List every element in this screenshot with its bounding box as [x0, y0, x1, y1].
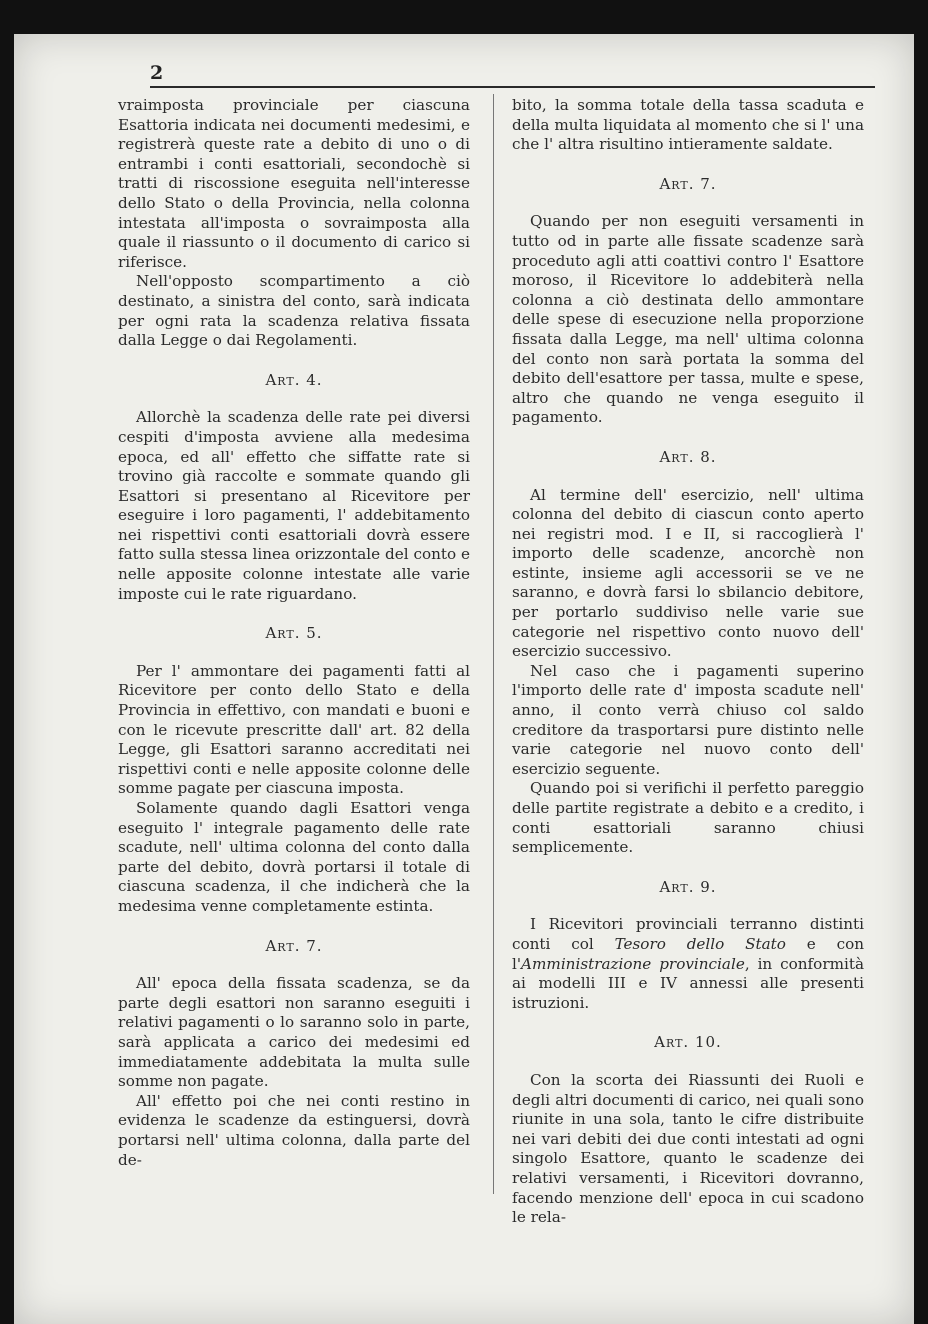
paragraph: vraimposta provinciale per ciascuna Esattoria indicata nei documenti medesimi, e registrerà queste rate a debito di uno o di entrambi i conti esattoriali, secondochè si tratti di riscossione eseguita nell'interesse dello Stato o della Provincia, nella colonna intestata all'imposta o sovraimposta alla quale il riassunto o il documento di carico si riferisce.: [118, 96, 470, 271]
article-heading: Art. 9.: [659, 877, 717, 896]
paragraph: Al termine dell' esercizio, nell' ultima colonna del debito di ciascun conto aperto nei registri mod. I e II, si raccoglierà l' importo delle scadenze, ancorchè non estinte, insieme agli accessorii se ve ne saranno, e dovrà farsi lo sbilancio debitore, per portarlo suddiviso nelle varie sue categorie nel rispettivo conto nuovo dell' esercizio successivo.: [512, 485, 864, 661]
article-heading: Art. 7.: [659, 174, 717, 193]
right-column: [512, 96, 864, 1228]
page-number: 2: [150, 62, 164, 84]
text-span: , in conformità ai modelli III e IV annessi alle presenti istruzioni.: [512, 954, 864, 1012]
article-heading: Art. 8.: [659, 447, 717, 466]
article-heading: Art. 4.: [265, 370, 323, 389]
column-divider: [493, 94, 494, 1194]
paragraph: Per l' ammontare dei pagamenti fatti al Ricevitore per conto dello Stato e della Provincia in effettivo, con mandati e buoni e con le ricevute prescritte dall' art. 82 della Legge, gli Esattori saranno accreditati nei rispettivi conti e nelle apposite colonne delle somme pagate per ciascuna imposta.: [118, 661, 470, 798]
paragraph: [512, 915, 864, 1013]
text-span: e con l': [512, 934, 864, 973]
article-heading: Art. 10.: [654, 1033, 722, 1052]
header-rule: [150, 86, 875, 88]
italic-text: Tesoro dello Stato: [614, 934, 786, 953]
article-heading: Art. 7.: [265, 936, 323, 955]
left-column: [118, 96, 470, 1170]
article-heading: Art. 5.: [265, 624, 323, 643]
paragraph: All' effetto poi che nei conti restino in evidenza le scadenze da estinguersi, dovrà portarsi nell' ultima colonna, dalla parte del de-: [118, 1091, 470, 1169]
paragraph: Nel caso che i pagamenti superino l'importo delle rate d' imposta scadute nell' anno, il conto verrà chiuso col saldo creditore da trasportarsi pure distinto nelle varie categorie nel nuovo conto dell' esercizio seguente.: [512, 661, 864, 778]
paragraph: Allorchè la scadenza delle rate pei diversi cespiti d'imposta avviene alla medesima epoca, ed all' effetto che siffatte rate si trovino già raccolte e sommate quando gli Esattori si presentano al Ricevitore per eseguire i loro pagamenti, l' addebitamento nei rispettivi conti esattoriali dovrà essere fatto sulla stessa linea orizzontale del conto e nelle apposite colonne intestate alle varie imposte cui le rate riguardano.: [118, 408, 470, 603]
paragraph: Solamente quando dagli Esattori venga eseguito l' integrale pagamento delle rate scadute, nell' ultima colonna del conto dalla parte del debito, dovrà portarsi il totale di ciascuna scadenza, il che indicherà che la medesima venne completamente estinta.: [118, 799, 470, 915]
paragraph: bito, la somma totale della tassa scaduta e della multa liquidata al momento che si l' una che l' altra risultino intieramente saldate.: [512, 96, 864, 154]
paragraph: All' epoca della fissata scadenza, se da parte degli esattori non saranno eseguiti i relativi pagamenti o lo saranno solo in parte, sarà applicata a carico dei medesimi ed immediatamente addebitata la multa sulle somme non pagate.: [118, 974, 470, 1091]
paragraph: Con la scorta dei Riassunti dei Ruoli e degli altri documenti di carico, nei quali sono riunite in una sola, tanto le cifre distribuite nei vari debiti dei due conti intestati ad ogni singolo Esattore, quanto le scadenze dei relativi versamenti, i Ricevitori dovranno, facendo menzione dell' epoca in cui scadono le rela-: [512, 1070, 864, 1227]
paragraph: Nell'opposto scompartimento a ciò destinato, a sinistra del conto, sarà indicata per ogni rata la scadenza relativa fissata dalla Legge o dai Regolamenti.: [118, 272, 470, 350]
text-span: I Ricevitori provinciali terranno distinti conti col: [512, 915, 864, 953]
italic-text: Amministrazione provinciale: [521, 954, 745, 973]
paragraph: Quando poi si verifichi il perfetto pareggio delle partite registrate a debito e a credito, i conti esattoriali saranno chiusi semplicemente.: [512, 779, 864, 857]
paragraph: Quando per non eseguiti versamenti in tutto od in parte alle fissate scadenze sarà proceduto agli atti coattivi contro l' Esattore moroso, il Ricevitore lo addebiterà nella colonna a ciò destinata dello ammontare delle spese di esecuzione nella proporzione fissata dalla Legge, ma nell' ultima colonna del conto non sarà portata la somma del debito dell'esattore per tassa, multe e spese, altro che quando ne venga eseguito il pagamento.: [512, 212, 864, 427]
